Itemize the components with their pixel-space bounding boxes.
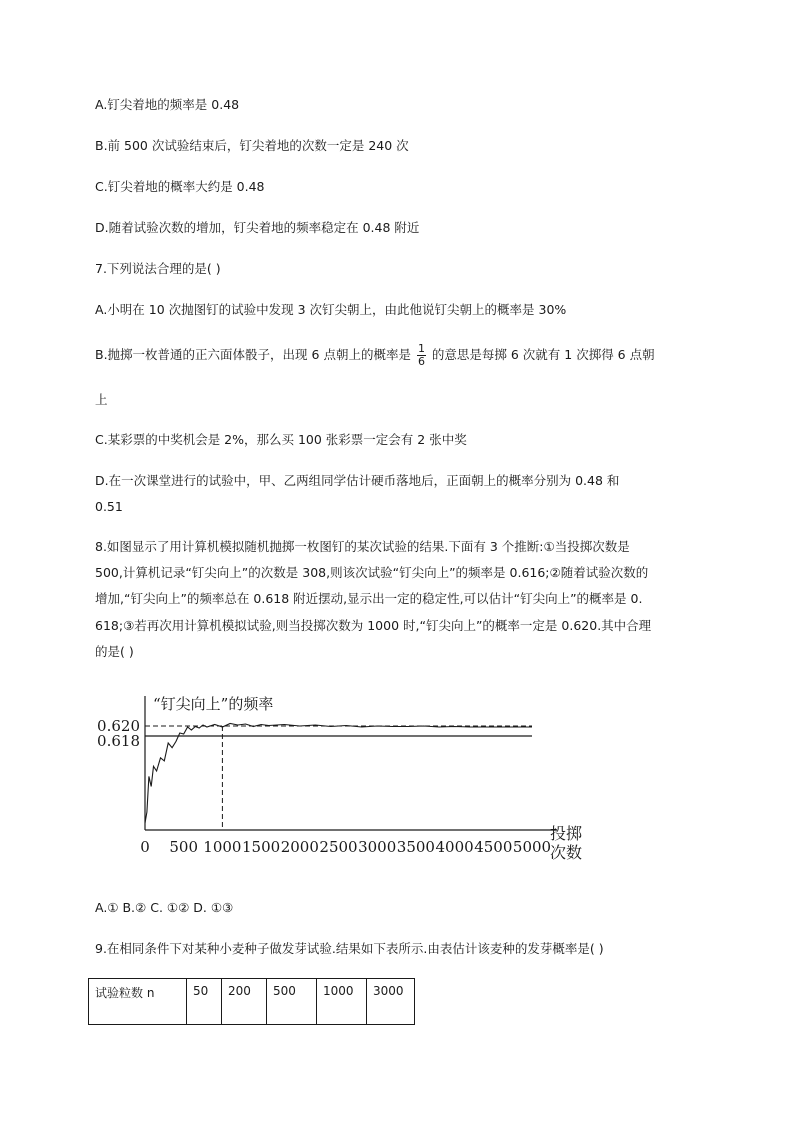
q9-stem: 9.在相同条件下对某种小麦种子做发芽试验.结果如下表所示.由表估计该麦种的发芽概率是( ) [95, 941, 604, 956]
q7-option-b-tail: 上 [95, 392, 108, 407]
table-header-cell: 试验粒数 n [89, 979, 187, 1025]
q7-option-d-line2: 0.51 [95, 499, 123, 514]
table-cell: 3000 [367, 979, 415, 1025]
q6-option-d: D.随着试验次数的增加，钉尖着地的频率稳定在 0.48 附近 [95, 220, 420, 235]
y-tick-label: 0.620 [97, 717, 140, 735]
q8-stem-line3: 增加,“钉尖向上”的频率总在 0.618 附近摆动,显示出一定的稳定性,可以估计“钉尖向上”的概率是 0. [95, 591, 643, 606]
x-tick-label: 4500 [474, 838, 513, 856]
fraction-numerator: 1 [417, 342, 425, 355]
y-tick-label: 0.618 [97, 732, 140, 750]
table-cell: 1000 [317, 979, 367, 1025]
table-cell: 50 [187, 979, 222, 1025]
q8-stem-line1: 8.如图显示了用计算机模拟随机抛掷一枚图钉的某次试验的结果.下面有 3 个推断:①当投掷次数是 [95, 539, 630, 554]
q6-option-b: B.前 500 次试验结束后，钉尖着地的次数一定是 240 次 [95, 138, 409, 153]
table-cell: 500 [267, 979, 317, 1025]
q7-option-b-after: 的意思是每掷 6 次就有 1 次掷得 6 点朝 [427, 347, 655, 362]
x-tick-label: 3500 [396, 838, 435, 856]
fraction-denominator: 6 [417, 355, 425, 368]
frequency-series-line [145, 724, 532, 824]
q7-option-b-before: B.抛掷一枚普通的正六面体骰子，出现 6 点朝上的概率是 [95, 347, 415, 362]
q6-option-c: C.钉尖着地的概率大约是 0.48 [95, 179, 265, 194]
q7-option-c: C.某彩票的中奖机会是 2%，那么买 100 张彩票一定会有 2 张中奖 [95, 432, 467, 447]
q8-stem-line4: 618;③若再次用计算机模拟试验,则当投掷次数为 1000 时,“钉尖向上”的概率一定是 0.620.其中合理 [95, 618, 652, 633]
q6-option-a: A.钉尖着地的频率是 0.48 [95, 97, 240, 112]
x-tick-label: 1000 [203, 838, 242, 856]
table-cell: 200 [222, 979, 267, 1025]
q7-option-a: A.小明在 10 次抛图钉的试验中发现 3 次钉尖朝上，由此他说钉尖朝上的概率是 30% [95, 302, 567, 317]
x-tick-label: 500 [169, 838, 199, 856]
x-tick-label: 5000 [512, 838, 552, 856]
x-tick-label: 4000 [435, 838, 474, 856]
frequency-chart [95, 688, 595, 883]
x-axis-label-line1: 投掷 [550, 824, 583, 843]
q8-options: A.① B.② C. ①② D. ①③ [95, 900, 234, 915]
q8-stem-line5: 的是( ) [95, 644, 134, 659]
x-tick-label: 2000 [280, 838, 319, 856]
x-tick-label: 3000 [358, 838, 397, 856]
q7-stem: 7.下列说法合理的是( ) [95, 261, 221, 276]
x-tick-label: 1500 [242, 838, 281, 856]
x-tick-label: 0 [140, 838, 150, 856]
fraction-one-sixth [417, 343, 426, 368]
q7-option-d-line1: D.在一次课堂进行的试验中，甲、乙两组同学估计硬币落地后，正面朝上的概率分别为 0.48 和 [95, 473, 620, 488]
seed-table [88, 978, 415, 1025]
x-tick-label: 2500 [319, 838, 358, 856]
x-axis-label-line2: 次数 [550, 843, 583, 862]
q8-stem-line2: 500,计算机记录“钉尖向上”的次数是 308,则该次试验“钉尖向上”的频率是 0.616;②随着试验次数的 [95, 565, 649, 580]
q7-option-b [95, 343, 655, 368]
table-row [89, 979, 415, 1025]
chart-title: “钉尖向上”的频率 [153, 695, 274, 713]
